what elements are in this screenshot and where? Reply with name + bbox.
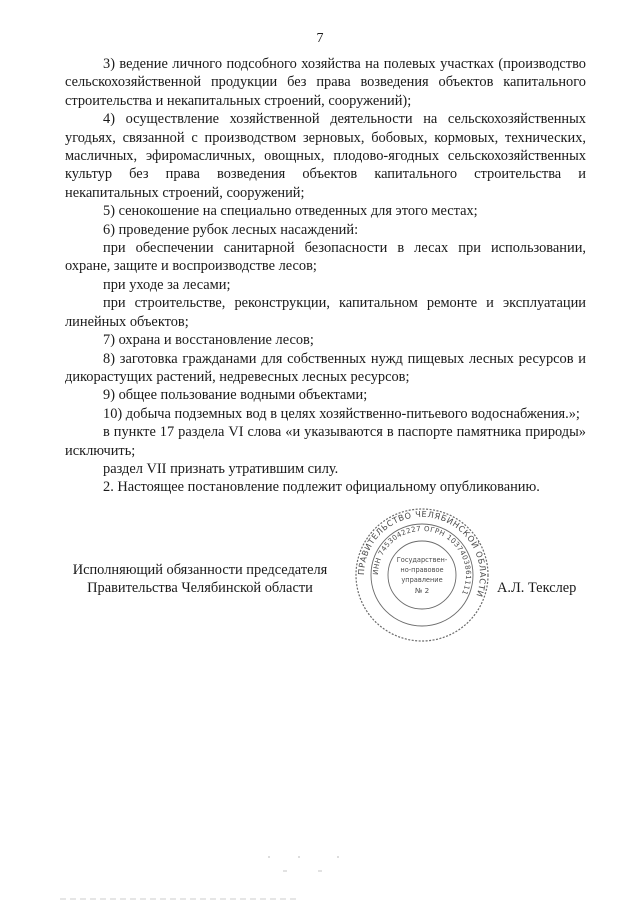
paragraph-item-7: 7) охрана и восстановление лесов;	[103, 332, 314, 349]
paragraph-publication: 2. Настоящее постановление подлежит официальному опубликованию.	[103, 479, 540, 496]
official-seal-stamp	[353, 506, 491, 644]
paragraph-item-4: 4) осуществление хозяйственной деятельности на сельскохозяйственных угодьях, связанной с производством зерновых, бобовых, кормовых, технических, масличных, эфиромасличных, овощных, плодово-ягодных сельскохозяйственных культур без права возведения объектов капитального строительства и некапитальных строений, сооружений;	[65, 111, 586, 201]
seal-center-line-1: Государствен-	[396, 556, 448, 564]
seal-outer-text: ПРАВИТЕЛЬСТВО ЧЕЛЯБИНСКОЙ ОБЛАСТИ	[355, 508, 489, 599]
seal-center-line-4: № 2	[414, 586, 430, 595]
paragraph-item-6: 6) проведение рубок лесных насаждений:	[103, 221, 359, 238]
paragraph-item-9: 9) общее пользование водными объектами;	[103, 387, 368, 404]
seal-center-line-3: управление	[401, 576, 443, 584]
paragraph-item-5: 5) сенокошение на специально отведенных для этого местах;	[103, 203, 478, 220]
signer-title	[65, 561, 335, 598]
paragraph-care: при уходе за лесами;	[103, 276, 231, 293]
paragraph-item-10: 10) добыча подземных вод в целях хозяйственно-питьевого водоснабжения.»;	[103, 405, 580, 422]
paragraph-section-vii: раздел VII признать утратившим силу.	[103, 460, 339, 477]
signer-title-line-2: Правительства Челябинской области	[87, 580, 313, 597]
page-number: 7	[316, 31, 324, 46]
signer-name: А.Л. Текслер	[497, 580, 577, 596]
seal-middle-text: ИНН 7453042227 ОГРН 1037403861111	[371, 524, 473, 597]
seal-center-line-2: но-правовое	[400, 566, 444, 574]
paragraph-item-3: 3) ведение личного подсобного хозяйства на полевых участках (производство сельскохозяйственной продукции без права возведения объектов капитального строительства и некапитальных строений, сооружений);	[65, 56, 586, 109]
paragraph-section-vi: в пункте 17 раздела VI слова «и указываются в паспорте памятника природы» исключить;	[65, 424, 586, 459]
paragraph-item-8: 8) заготовка гражданами для собственных нужд пищевых лесных ресурсов и дикорастущих растений, недревесных лесных ресурсов;	[65, 350, 586, 385]
signer-title-line-1: Исполняющий обязанности председателя	[72, 562, 328, 578]
paragraph-construction: при строительстве, реконструкции, капитальном ремонте и эксплуатации линейных объектов;	[65, 295, 586, 330]
paragraph-sanitary: при обеспечении санитарной безопасности в лесах при использовании, охране, защите и воспроизводстве лесов;	[65, 240, 586, 275]
seal-graphic	[353, 506, 491, 644]
document-body	[65, 55, 586, 497]
